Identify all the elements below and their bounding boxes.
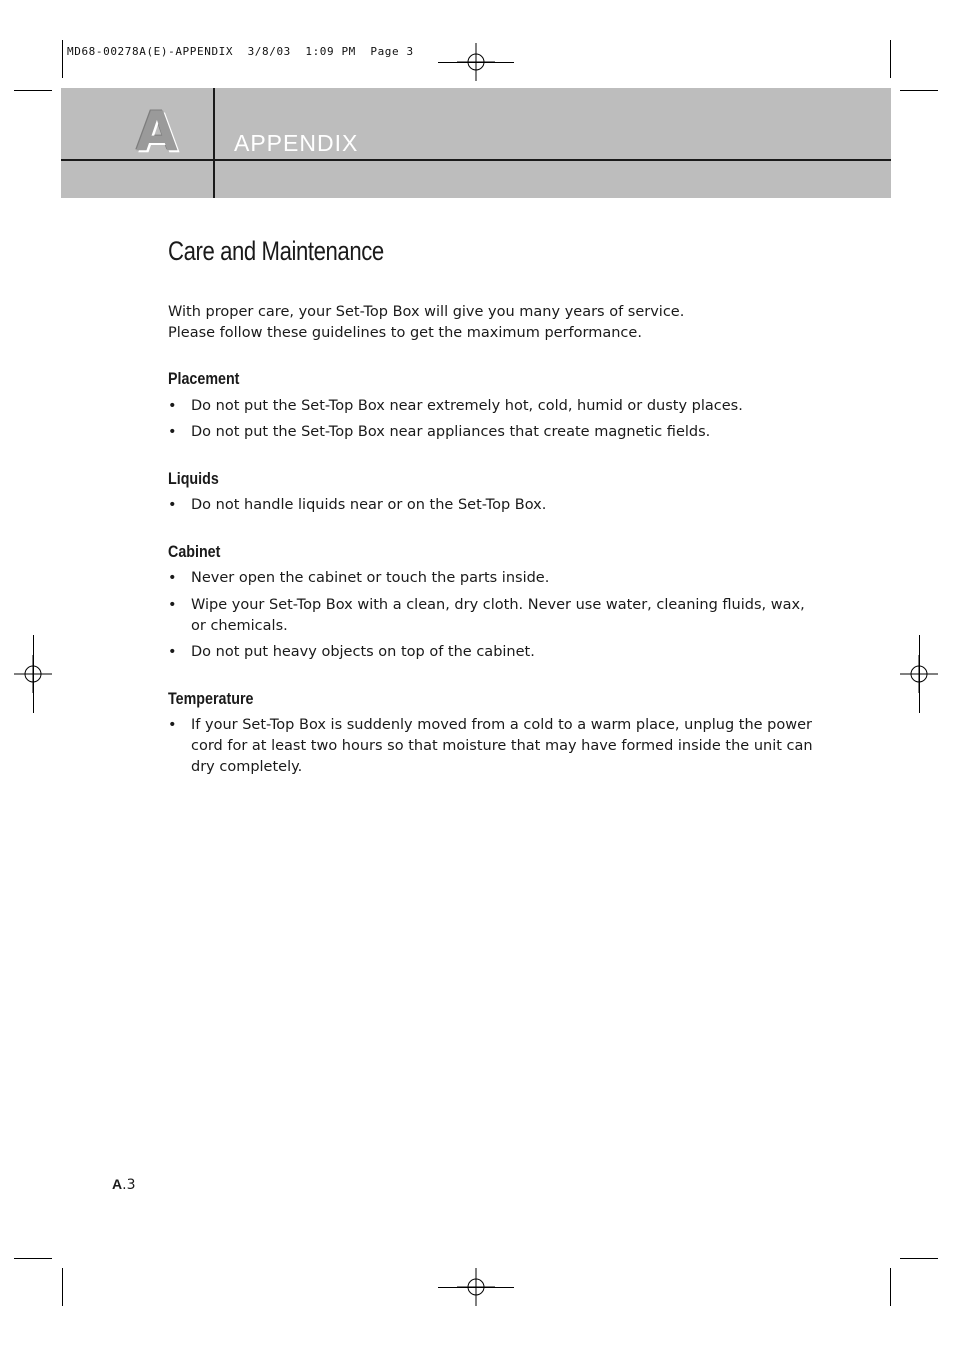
section-title: APPENDIX <box>234 130 359 156</box>
crop-mark <box>62 1268 63 1306</box>
bullet-icon: • <box>168 597 177 613</box>
crop-mark <box>900 90 938 91</box>
list-item-text: or chemicals. <box>191 618 288 634</box>
chapter-letter: A <box>136 100 178 163</box>
list-item-text: Do not put heavy objects on top of the cabinet. <box>191 644 535 660</box>
header-band <box>61 88 891 198</box>
intro-line: Please follow these guidelines to get the maximum performance. <box>168 325 642 341</box>
list-item-text: Do not put the Set-Top Box near appliances that create magnetic fields. <box>191 424 711 440</box>
crop-mark <box>919 635 920 713</box>
list-item-text: If your Set-Top Box is suddenly moved from a cold to a warm place, unplug the power <box>191 717 812 733</box>
list-item-text: Do not handle liquids near or on the Set-Top Box. <box>191 497 547 513</box>
list-item-text: Do not put the Set-Top Box near extremely hot, cold, humid or dusty places. <box>191 398 743 414</box>
page-title: Care and Maintenance <box>168 236 384 266</box>
crop-mark <box>14 90 52 91</box>
bullet-icon: • <box>168 497 177 513</box>
crop-mark <box>438 1287 514 1288</box>
page-number <box>112 1176 135 1193</box>
print-slug: MD68-00278A(E)-APPENDIX 3/8/03 1:09 PM Page 3 <box>67 45 414 58</box>
bullet-icon: • <box>168 424 177 440</box>
heading-placement: Placement <box>168 369 240 388</box>
intro-paragraph <box>168 302 808 344</box>
list-item-text: dry completely. <box>191 759 303 775</box>
crop-mark <box>14 1258 52 1259</box>
crop-mark <box>890 1268 891 1306</box>
page-number-value: .3 <box>122 1177 136 1193</box>
bullet-icon: • <box>168 398 177 414</box>
heading-temperature: Temperature <box>168 689 254 708</box>
heading-cabinet: Cabinet <box>168 542 221 561</box>
bullet-icon: • <box>168 717 177 733</box>
header-rule <box>61 159 891 161</box>
crop-mark <box>890 40 891 78</box>
crop-mark <box>438 62 514 63</box>
bullet-icon: • <box>168 570 177 586</box>
crop-mark <box>900 1258 938 1259</box>
list-item-text: cord for at least two hours so that moisture that may have formed inside the unit can <box>191 738 813 754</box>
crop-mark <box>33 635 34 713</box>
intro-line: With proper care, your Set-Top Box will give you many years of service. <box>168 304 685 320</box>
header-divider <box>213 88 215 198</box>
heading-liquids: Liquids <box>168 469 219 488</box>
list-item-text: Wipe your Set-Top Box with a clean, dry cloth. Never use water, cleaning fluids, wax, <box>191 597 805 613</box>
crop-mark <box>62 40 63 78</box>
page-number-letter: A <box>112 1176 123 1192</box>
bullet-icon: • <box>168 644 177 660</box>
list-item-text: Never open the cabinet or touch the parts inside. <box>191 570 550 586</box>
